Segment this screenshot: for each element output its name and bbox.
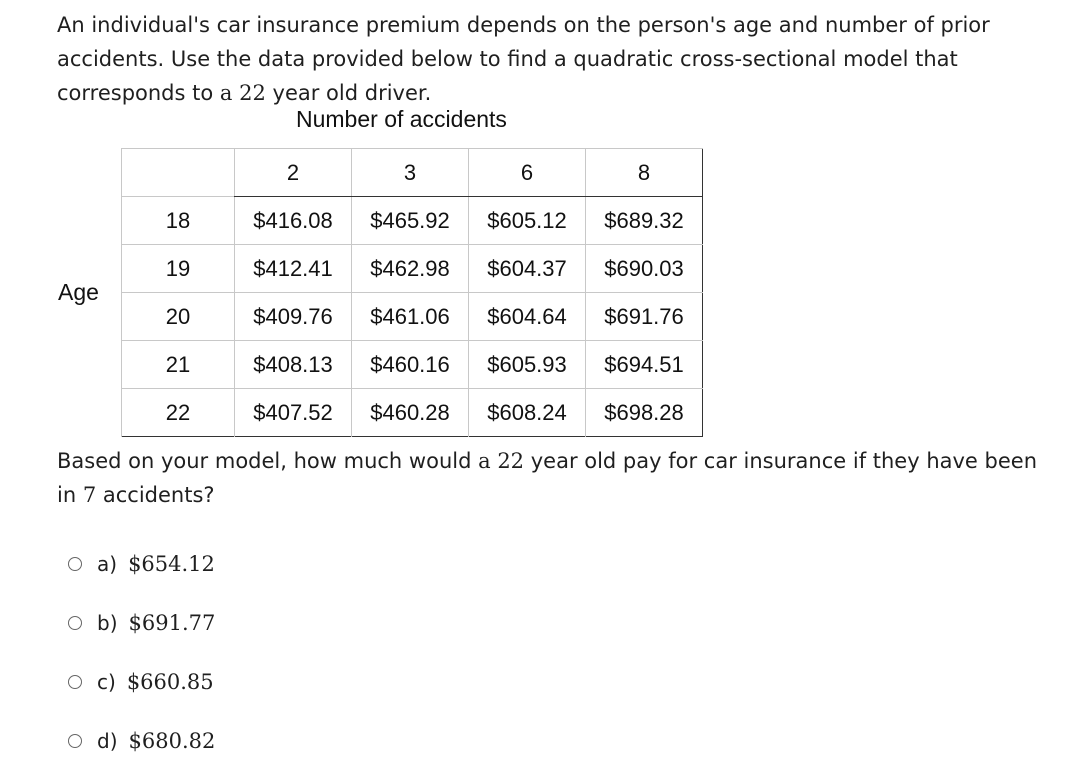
table-caption: Number of accidents — [296, 106, 507, 132]
table-cell: $412.41 — [235, 245, 352, 293]
question-math-age: 22 — [497, 449, 525, 473]
table-cell: $694.51 — [586, 341, 703, 389]
option-letter: c) — [97, 669, 116, 694]
answer-option-d[interactable] — [68, 711, 215, 770]
option-letter: b) — [97, 610, 118, 635]
option-value: $654.12 — [128, 551, 215, 576]
question-math-a: a — [478, 449, 491, 473]
header-cell: 8 — [586, 149, 703, 197]
table-cell: $604.37 — [469, 245, 586, 293]
intro-text-end: year old driver. — [265, 81, 432, 105]
age-cell: 19 — [122, 245, 235, 293]
option-value: $660.85 — [126, 669, 214, 694]
table-row — [122, 341, 703, 389]
table-cell: $408.13 — [235, 341, 352, 389]
problem-statement — [57, 8, 1037, 110]
radio-button-icon[interactable] — [68, 557, 82, 571]
table-row — [122, 389, 703, 437]
answer-options — [68, 534, 215, 770]
table-cell: $605.93 — [469, 341, 586, 389]
header-cell: 6 — [469, 149, 586, 197]
table-cell: $689.32 — [586, 197, 703, 245]
table-cell: $605.12 — [469, 197, 586, 245]
table-cell: $465.92 — [352, 197, 469, 245]
table-row — [122, 245, 703, 293]
age-cell: 20 — [122, 293, 235, 341]
question-math-n: 7 — [82, 483, 97, 507]
question-part: year old pay for car insurance if they have been in — [57, 449, 1038, 507]
header-cell: 2 — [235, 149, 352, 197]
table-row — [122, 293, 703, 341]
table-cell: $698.28 — [586, 389, 703, 437]
question-part: Based on your model, how much would — [57, 449, 479, 473]
table-cell: $691.76 — [586, 293, 703, 341]
table-row — [122, 197, 703, 245]
age-cell: 22 — [122, 389, 235, 437]
table-cell: $460.28 — [352, 389, 469, 437]
table-cell: $604.64 — [469, 293, 586, 341]
radio-button-icon[interactable] — [68, 616, 82, 630]
answer-option-b[interactable] — [68, 593, 215, 652]
radio-button-icon[interactable] — [68, 675, 82, 689]
answer-option-a[interactable] — [68, 534, 215, 593]
question-part: accidents? — [96, 483, 215, 507]
table-cell: $608.24 — [469, 389, 586, 437]
premium-table — [121, 148, 703, 437]
table-cell: $690.03 — [586, 245, 703, 293]
table-cell: $409.76 — [235, 293, 352, 341]
intro-math-age: 22 — [239, 81, 266, 105]
intro-text: An individual's car insurance premium depends on the person's age and number of prior accidents. Use the data provided below to find a quadratic cross-sectional model that corresponds to — [57, 13, 990, 105]
table-cell: $407.52 — [235, 389, 352, 437]
header-corner-cell — [122, 149, 235, 197]
age-cell: 21 — [122, 341, 235, 389]
option-letter: d) — [97, 728, 118, 753]
age-cell: 18 — [122, 197, 235, 245]
header-cell: 3 — [352, 149, 469, 197]
age-row-label: Age — [58, 279, 99, 305]
option-letter: a) — [97, 551, 118, 576]
table-header-row — [122, 149, 703, 197]
table-cell: $461.06 — [352, 293, 469, 341]
radio-button-icon[interactable] — [68, 734, 82, 748]
option-value: $680.82 — [128, 728, 216, 753]
question-text — [57, 444, 1037, 512]
option-value: $691.77 — [128, 610, 216, 635]
answer-option-c[interactable] — [68, 652, 215, 711]
table-cell: $416.08 — [235, 197, 352, 245]
intro-math-a: a — [219, 81, 233, 105]
table-cell: $462.98 — [352, 245, 469, 293]
table-cell: $460.16 — [352, 341, 469, 389]
